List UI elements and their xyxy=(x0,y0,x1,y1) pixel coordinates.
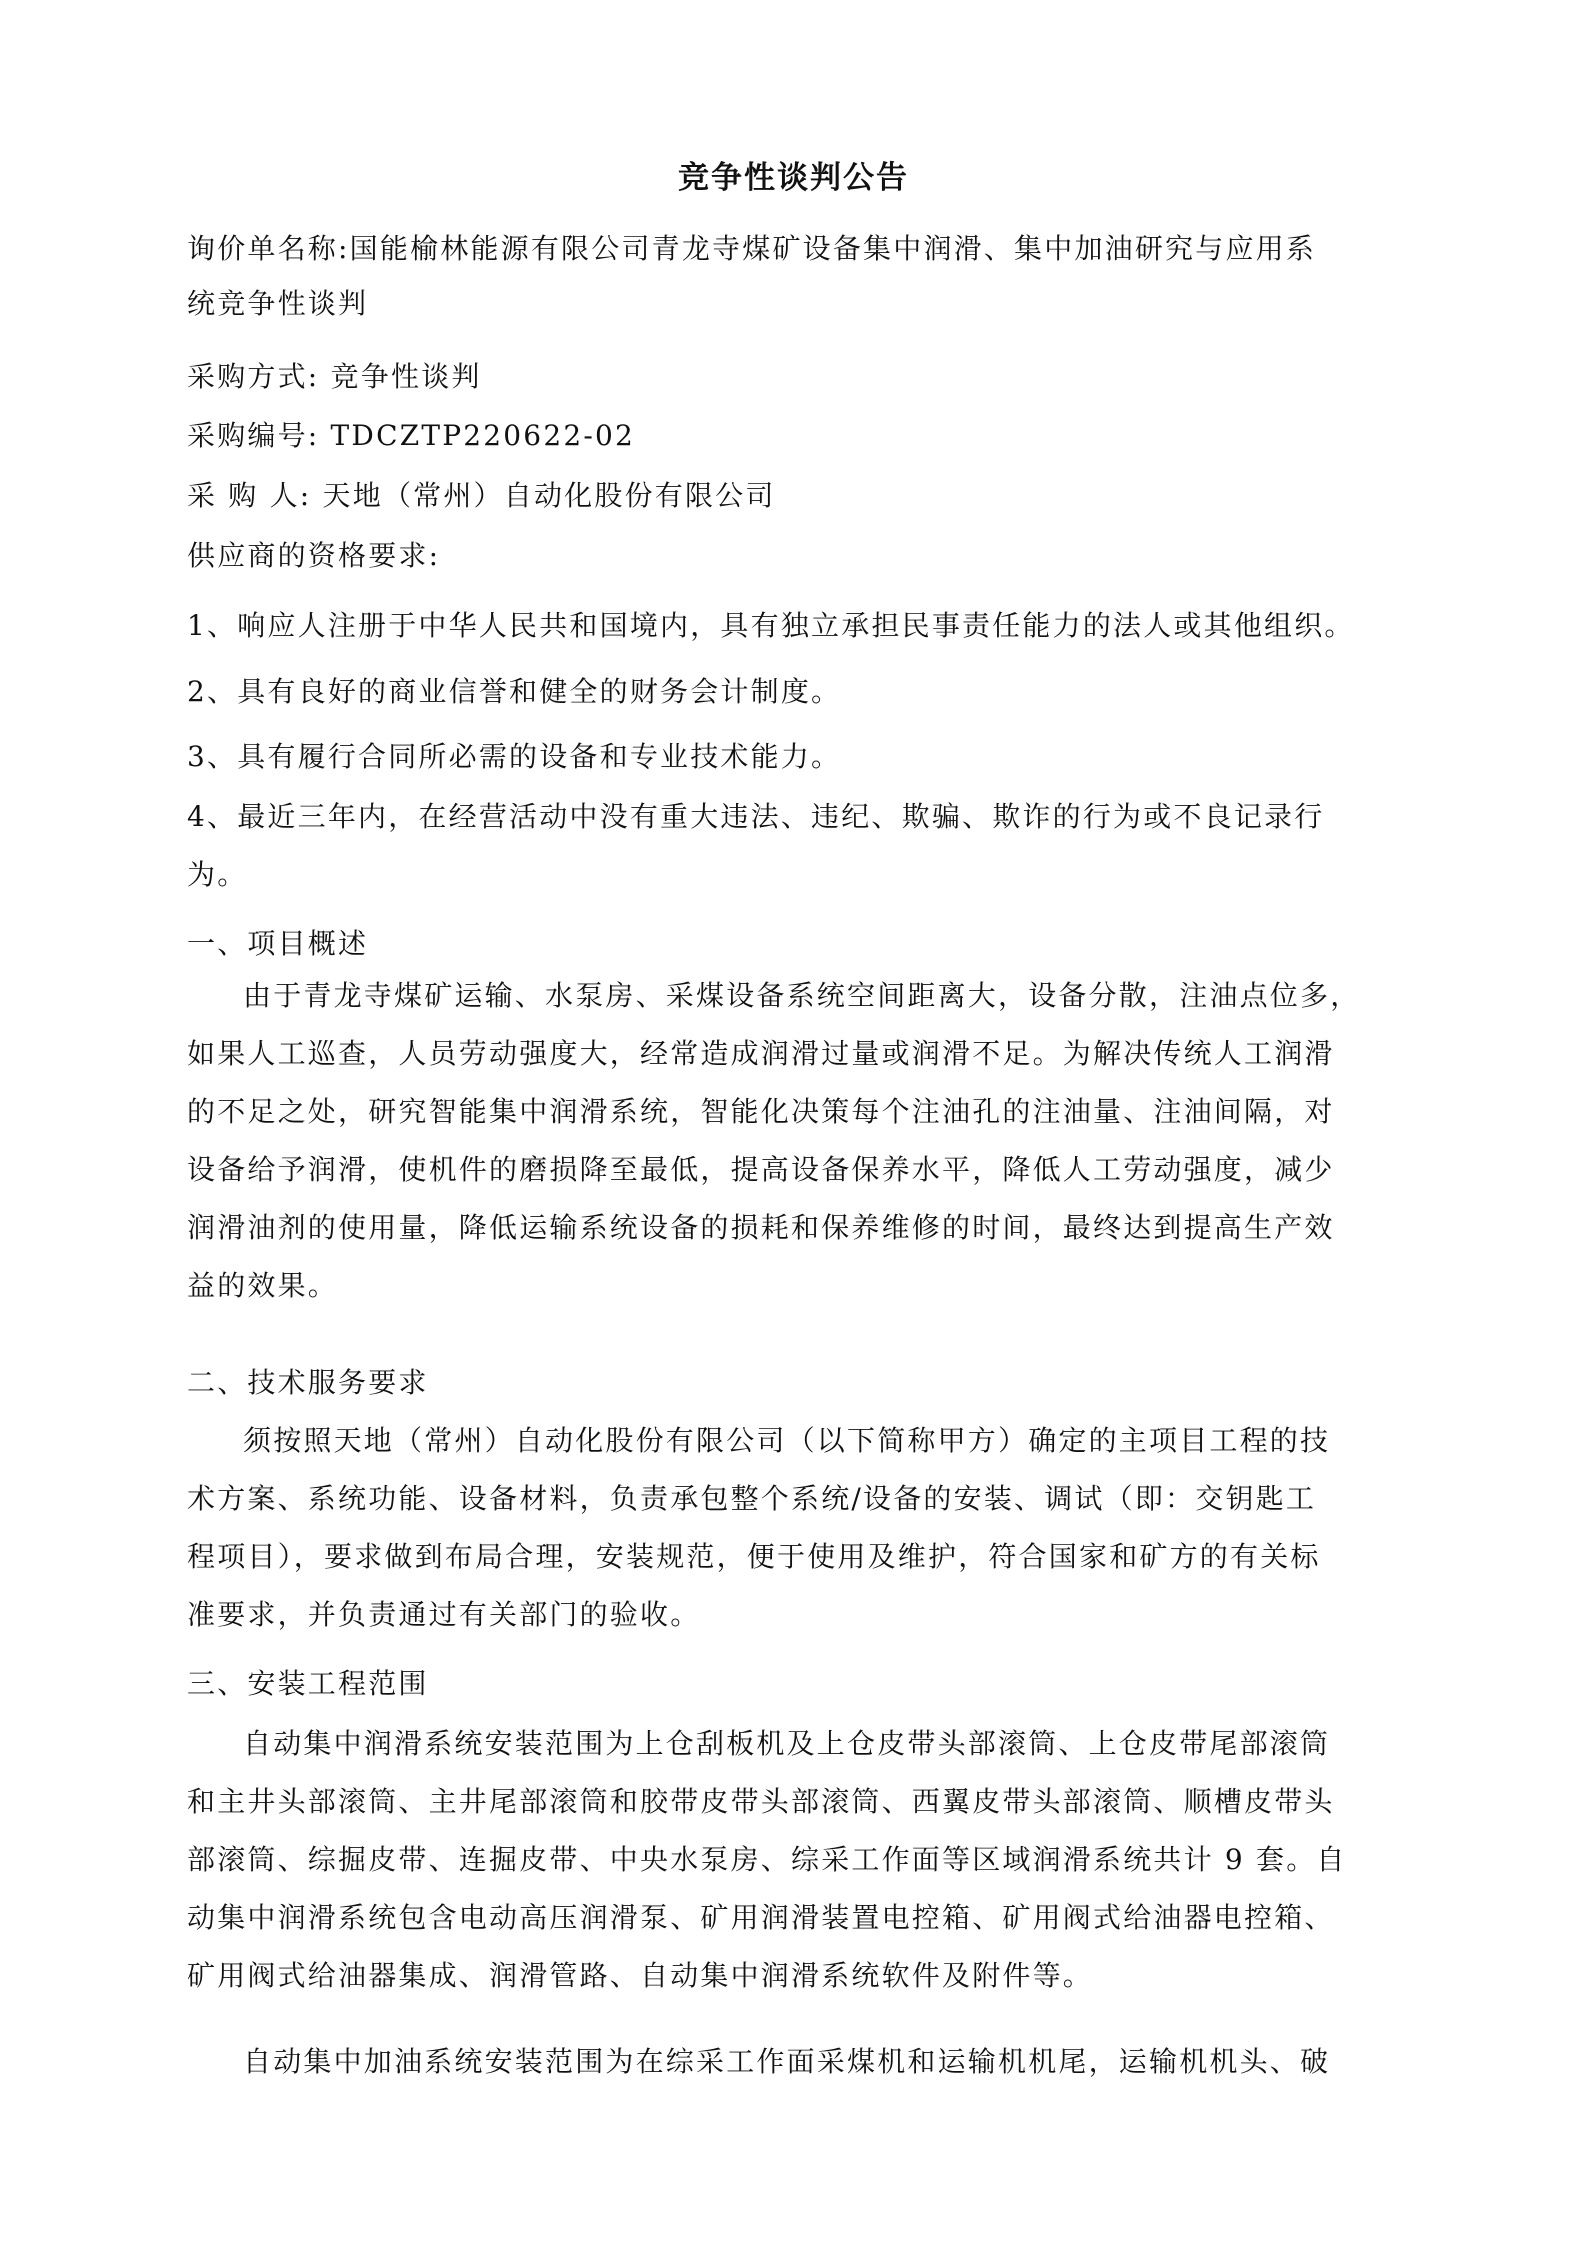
purchaser-line xyxy=(187,476,1402,516)
overview-paragraph-line: 如果人工巡查，人员劳动强度大，经常造成润滑过量或润滑不足。为解决传统人工润滑 xyxy=(187,1037,1335,1070)
purchaser-value: 天地（常州）自动化股份有限公司 xyxy=(322,479,776,512)
qualification-item: 3、具有履行合同所必需的设备和专业技术能力。 xyxy=(187,740,842,773)
tech-requirements-line: 术方案、系统功能、设备材料，负责承包整个系统/设备的安装、调试（即：交钥匙工 xyxy=(187,1482,1317,1515)
procurement-number-line xyxy=(187,416,1402,456)
tech-requirements-line: 程项目），要求做到布局合理，安装规范，便于使用及维护，符合国家和矿方的有关标 xyxy=(187,1540,1321,1573)
section-heading-tech-requirements: 二、技术服务要求 xyxy=(187,1366,429,1399)
procurement-method-line xyxy=(187,357,1402,397)
purchaser-label: 采 购 人: xyxy=(187,479,312,512)
qualification-item: 4、最近三年内，在经营活动中没有重大违法、违纪、欺骗、欺诈的行为或不良记录行 xyxy=(187,800,1325,833)
procurement-method-label: 采购方式: xyxy=(187,360,320,393)
install-scope-line: 和主井头部滚筒、主井尾部滚筒和胶带皮带头部滚筒、西翼皮带头部滚筒、顺槽皮带头 xyxy=(187,1785,1335,1818)
inquiry-name-continuation: 统竞争性谈判 xyxy=(187,287,369,320)
install-scope-line: 部滚筒、综掘皮带、连掘皮带、中央水泵房、综采工作面等区域润滑系统共计 9 套。自 xyxy=(187,1843,1347,1876)
procurement-number-label: 采购编号: xyxy=(187,419,320,452)
install-scope-line: 自动集中润滑系统安装范围为上仓刮板机及上仓皮带头部滚筒、上仓皮带尾部滚筒 xyxy=(243,1727,1331,1760)
page-title: 竞争性谈判公告 xyxy=(678,160,909,196)
section-heading-overview: 一、项目概述 xyxy=(187,927,369,960)
overview-paragraph-line: 益的效果。 xyxy=(187,1269,339,1302)
inquiry-name-line xyxy=(187,229,1402,269)
qualification-item-continuation: 为。 xyxy=(187,858,248,891)
overview-paragraph-line: 润滑油剂的使用量，降低运输系统设备的损耗和保养维修的时间，最终达到提高生产效 xyxy=(187,1211,1335,1244)
section-heading-install-scope: 三、安装工程范围 xyxy=(187,1667,429,1700)
procurement-method-value: 竞争性谈判 xyxy=(330,360,482,393)
overview-paragraph-line: 设备给予润滑，使机件的磨损降至最低，提高设备保养水平，降低人工劳动强度，减少 xyxy=(187,1153,1335,1186)
overview-paragraph-line: 由于青龙寺煤矿运输、水泵房、采煤设备系统空间距离大，设备分散，注油点位多， xyxy=(243,979,1361,1012)
qualification-heading: 供应商的资格要求: xyxy=(187,539,441,572)
qualification-item: 1、响应人注册于中华人民共和国境内，具有独立承担民事责任能力的法人或其他组织。 xyxy=(187,609,1355,642)
install-scope-line: 自动集中加油系统安装范围为在综采工作面采煤机和运输机机尾，运输机机头、破 xyxy=(243,2045,1331,2078)
overview-paragraph-line: 的不足之处，研究智能集中润滑系统，智能化决策每个注油孔的注油量、注油间隔，对 xyxy=(187,1095,1335,1128)
inquiry-name-value: 国能榆林能源有限公司青龙寺煤矿设备集中润滑、集中加油研究与应用系 xyxy=(349,232,1317,265)
tech-requirements-line: 须按照天地（常州）自动化股份有限公司（以下简称甲方）确定的主项目工程的技 xyxy=(243,1424,1331,1457)
procurement-number-value: TDCZTP220622-02 xyxy=(330,419,636,452)
qualification-item: 2、具有良好的商业信誉和健全的财务会计制度。 xyxy=(187,675,842,708)
tech-requirements-line: 准要求，并负责通过有关部门的验收。 xyxy=(187,1598,701,1631)
install-scope-line: 动集中润滑系统包含电动高压润滑泵、矿用润滑装置电控箱、矿用阀式给油器电控箱、 xyxy=(187,1901,1335,1934)
install-scope-line: 矿用阀式给油器集成、润滑管路、自动集中润滑系统软件及附件等。 xyxy=(187,1959,1094,1992)
inquiry-name-label: 询价单名称: xyxy=(187,232,350,265)
